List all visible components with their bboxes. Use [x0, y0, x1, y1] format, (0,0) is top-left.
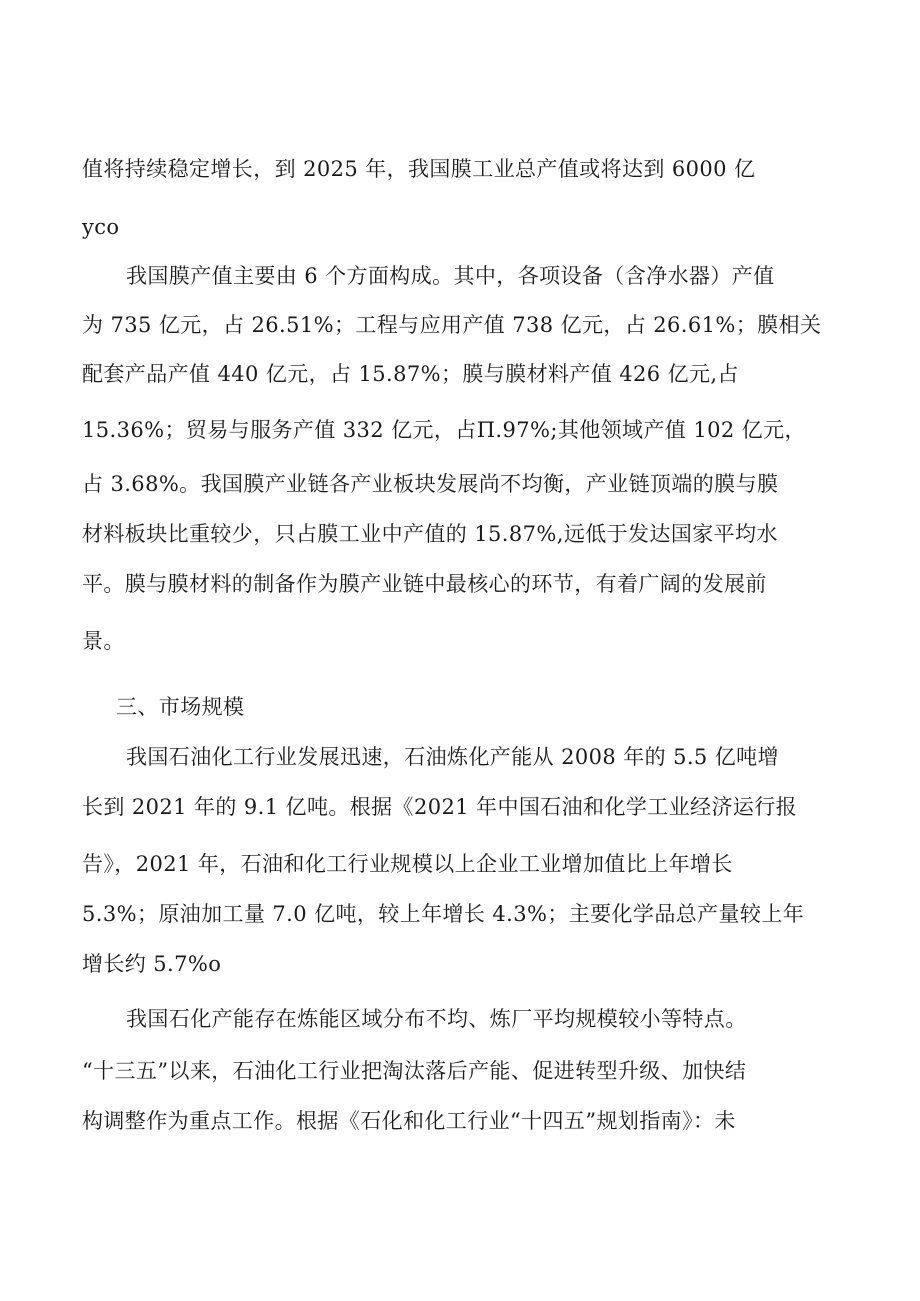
paragraph-line: 构调整作为重点工作。根据《石化和化工行业“十四五”规划指南》：未 — [82, 1109, 736, 1133]
paragraph-line: 5.3%；原油加工量 7.0 亿吨，较上年增长 4.3%；主要化学品总产量较上年 — [82, 902, 805, 926]
paragraph-line: 我国石油化工行业发展迅速，石油炼化产能从 2008 年的 5.5 亿吨增 — [126, 745, 779, 769]
paragraph-line: 配套产品产值 440 亿元，占 15.87%；膜与膜材料产值 426 亿元,占 — [82, 362, 739, 386]
section-heading: 三、市场规模 — [116, 695, 245, 719]
paragraph-line: 平。膜与膜材料的制备作为膜产业链中最核心的环节，有着广阔的发展前 — [82, 572, 767, 596]
paragraph-line: 我国膜产值主要由 6 个方面构成。其中，各项设备（含净水器）产值 — [126, 264, 775, 288]
paragraph-line: “十三五”以来，石油化工行业把淘汰落后产能、促进转型升级、加快结 — [82, 1059, 747, 1083]
paragraph-line: 材料板块比重较少，只占膜工业中产值的 15.87%,远低于发达国家平均水 — [82, 522, 778, 546]
paragraph-line: 值将持续稳定增长，到 2025 年，我国膜工业总产值或将达到 6000 亿 — [82, 157, 756, 181]
paragraph-line: yco — [82, 215, 120, 239]
paragraph-line: 我国石化产能存在炼能区域分布不均、炼厂平均规模较小等特点。 — [126, 1007, 747, 1031]
paragraph-line: 为 735 亿元，占 26.51%；工程与应用产值 738 亿元，占 26.61%；膜相关 — [82, 313, 822, 337]
paragraph-line: 告》，2021 年，石油和化工行业规模以上企业工业增加值比上年增长 — [82, 852, 733, 876]
paragraph-line: 占 3.68%。我国膜产业链各产业板块发展尚不均衡，产业链顶端的膜与膜 — [82, 472, 779, 496]
paragraph-line: 长到 2021 年的 9.1 亿吨。根据《2021 年中国石油和化学工业经济运行报 — [82, 795, 798, 819]
paragraph-line: 景。 — [82, 629, 125, 653]
paragraph-line: 增长约 5.7%o — [82, 952, 222, 976]
paragraph-line: 15.36%；贸易与服务产值 332 亿元，占Π.97%;其他领域产值 102 亿元， — [82, 418, 806, 442]
